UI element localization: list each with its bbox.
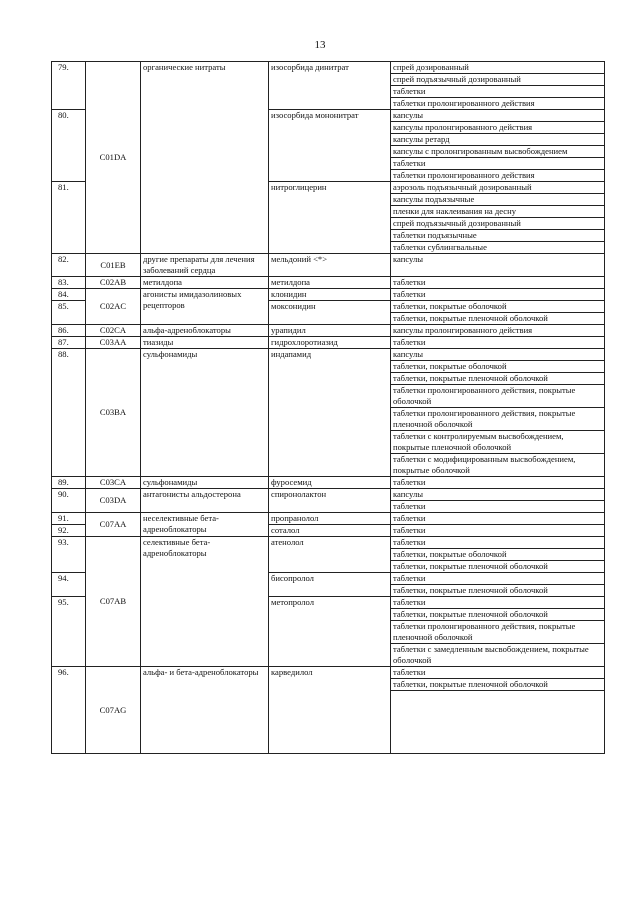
page-number: 13	[314, 39, 326, 51]
dosage-form: таблетки	[391, 289, 605, 301]
table-row	[52, 289, 605, 301]
table-row	[52, 349, 605, 361]
drug-name: урапидил	[269, 325, 391, 337]
row-number: 87.	[52, 337, 86, 349]
dosage-form: таблетки	[391, 158, 605, 170]
row-number: 96.	[52, 667, 86, 754]
table-row	[52, 537, 605, 549]
drug-name: моксонидин	[269, 301, 391, 325]
drug-name: мельдоний <*>	[269, 254, 391, 277]
dosage-form: таблетки, покрытые оболочкой	[391, 301, 605, 313]
dosage-form: капсулы с пролонгированным высвобождением	[391, 146, 605, 158]
dosage-form: таблетки, покрытые пленочной оболочкой	[391, 313, 605, 325]
dosage-form: спрей подъязычный дозированный	[391, 74, 605, 86]
table-row	[52, 62, 605, 74]
dosage-form: аэрозоль подъязычный дозированный	[391, 182, 605, 194]
atc-code: C07AG	[86, 667, 141, 754]
dosage-form: капсулы пролонгированного действия	[391, 122, 605, 134]
table-row	[52, 667, 605, 679]
drug-name: метилдопа	[269, 277, 391, 289]
dosage-form: таблетки с замедленным высвобождением, покрытые оболочкой	[391, 644, 605, 667]
dosage-form: таблетки, покрытые пленочной оболочкой	[391, 609, 605, 621]
row-number: 90.	[52, 489, 86, 513]
row-number: 85.	[52, 301, 86, 325]
row-number: 81.	[52, 182, 86, 254]
atc-code: C03DA	[86, 489, 141, 513]
drug-name: атенолол	[269, 537, 391, 573]
dosage-form: таблетки, покрытые пленочной оболочкой	[391, 585, 605, 597]
pharmacological-group: сульфонамиды	[141, 349, 269, 477]
pharmacological-group: другие препараты для лечения заболеваний сердца	[141, 254, 269, 277]
pharmacological-group: органические нитраты	[141, 62, 269, 254]
atc-code: C01DA	[86, 62, 141, 254]
dosage-form: спрей дозированный	[391, 62, 605, 74]
dosage-form: таблетки, покрытые пленочной оболочкой	[391, 373, 605, 385]
row-number: 91.	[52, 513, 86, 525]
row-number: 84.	[52, 289, 86, 301]
atc-code: C01EB	[86, 254, 141, 277]
dosage-form: таблетки, покрытые пленочной оболочкой	[391, 561, 605, 573]
drug-name: соталол	[269, 525, 391, 537]
row-number: 82.	[52, 254, 86, 277]
pharmacological-group: альфа-адреноблокаторы	[141, 325, 269, 337]
dosage-form: таблетки	[391, 513, 605, 525]
row-number: 95.	[52, 597, 86, 667]
table-row	[52, 337, 605, 349]
dosage-form: капсулы	[391, 110, 605, 122]
dosage-form: капсулы пролонгированного действия	[391, 325, 605, 337]
atc-code: C07AB	[86, 537, 141, 667]
table-row	[52, 513, 605, 525]
pharmacological-group: селективные бета-адреноблокаторы	[141, 537, 269, 667]
atc-code: C02AC	[86, 289, 141, 325]
pharmacological-group: тиазиды	[141, 337, 269, 349]
pharmacological-group: антагонисты альдостерона	[141, 489, 269, 513]
dosage-form: таблетки	[391, 501, 605, 513]
atc-code: C07AA	[86, 513, 141, 537]
table-row	[52, 254, 605, 277]
pharmacological-group: метилдопа	[141, 277, 269, 289]
drug-name: спиронолактон	[269, 489, 391, 513]
dosage-form: таблетки подъязычные	[391, 230, 605, 242]
dosage-form: пленки для наклеивания на десну	[391, 206, 605, 218]
drug-name: бисопролол	[269, 573, 391, 597]
dosage-form: таблетки	[391, 477, 605, 489]
dosage-form: таблетки	[391, 597, 605, 609]
atc-code: C03BA	[86, 349, 141, 477]
pharmacological-group: неселективные бета-адреноблокаторы	[141, 513, 269, 537]
dosage-form: таблетки, покрытые оболочкой	[391, 549, 605, 561]
dosage-form: таблетки пролонгированного действия	[391, 170, 605, 182]
drug-name: индапамид	[269, 349, 391, 477]
table-row	[52, 489, 605, 501]
table-row	[52, 325, 605, 337]
pharmacological-group: сульфонамиды	[141, 477, 269, 489]
drug-list-table	[51, 61, 605, 754]
dosage-form: таблетки	[391, 667, 605, 679]
dosage-form: капсулы ретард	[391, 134, 605, 146]
pharmacological-group: агонисты имидазолиновых рецепторов	[141, 289, 269, 325]
dosage-form: таблетки, покрытые оболочкой	[391, 361, 605, 373]
row-number: 86.	[52, 325, 86, 337]
dosage-form: таблетки пролонгированного действия, покрытые пленочной оболочкой	[391, 621, 605, 644]
dosage-form: таблетки	[391, 86, 605, 98]
dosage-form: капсулы подъязычные	[391, 194, 605, 206]
drug-name: карведилол	[269, 667, 391, 754]
pharmacological-group: альфа- и бета-адреноблокаторы	[141, 667, 269, 754]
dosage-form: таблетки	[391, 337, 605, 349]
atc-code: C02CA	[86, 325, 141, 337]
row-number: 88.	[52, 349, 86, 477]
dosage-form: таблетки	[391, 573, 605, 585]
atc-code: C02AB	[86, 277, 141, 289]
row-number: 93.	[52, 537, 86, 573]
empty-cell	[391, 691, 605, 754]
row-number: 83.	[52, 277, 86, 289]
drug-name: нитроглицерин	[269, 182, 391, 254]
drug-name: изосорбида динитрат	[269, 62, 391, 110]
dosage-form: капсулы	[391, 349, 605, 361]
row-number: 89.	[52, 477, 86, 489]
row-number: 79.	[52, 62, 86, 110]
dosage-form: таблетки с модифицированным высвобождением, покрытые оболочкой	[391, 454, 605, 477]
table-row	[52, 477, 605, 489]
dosage-form: таблетки	[391, 525, 605, 537]
dosage-form: таблетки	[391, 277, 605, 289]
drug-name: гидрохлоротиазид	[269, 337, 391, 349]
row-number: 94.	[52, 573, 86, 597]
atc-code: C03AA	[86, 337, 141, 349]
atc-code: C03CA	[86, 477, 141, 489]
dosage-form: капсулы	[391, 254, 605, 277]
drug-name: клонидин	[269, 289, 391, 301]
table-row	[52, 277, 605, 289]
row-number: 92.	[52, 525, 86, 537]
dosage-form: таблетки сублингвальные	[391, 242, 605, 254]
dosage-form: таблетки, покрытые пленочной оболочкой	[391, 679, 605, 691]
drug-name: пропранолол	[269, 513, 391, 525]
dosage-form: таблетки пролонгированного действия	[391, 98, 605, 110]
drug-name: фуросемид	[269, 477, 391, 489]
drug-name: изосорбида мононитрат	[269, 110, 391, 182]
dosage-form: спрей подъязычный дозированный	[391, 218, 605, 230]
row-number: 80.	[52, 110, 86, 182]
dosage-form: таблетки	[391, 537, 605, 549]
dosage-form: таблетки пролонгированного действия, покрытые пленочной оболочкой	[391, 408, 605, 431]
drug-name: метопролол	[269, 597, 391, 667]
dosage-form: таблетки пролонгированного действия, покрытые оболочкой	[391, 385, 605, 408]
dosage-form: капсулы	[391, 489, 605, 501]
dosage-form: таблетки с контролируемым высвобождением, покрытые пленочной оболочкой	[391, 431, 605, 454]
